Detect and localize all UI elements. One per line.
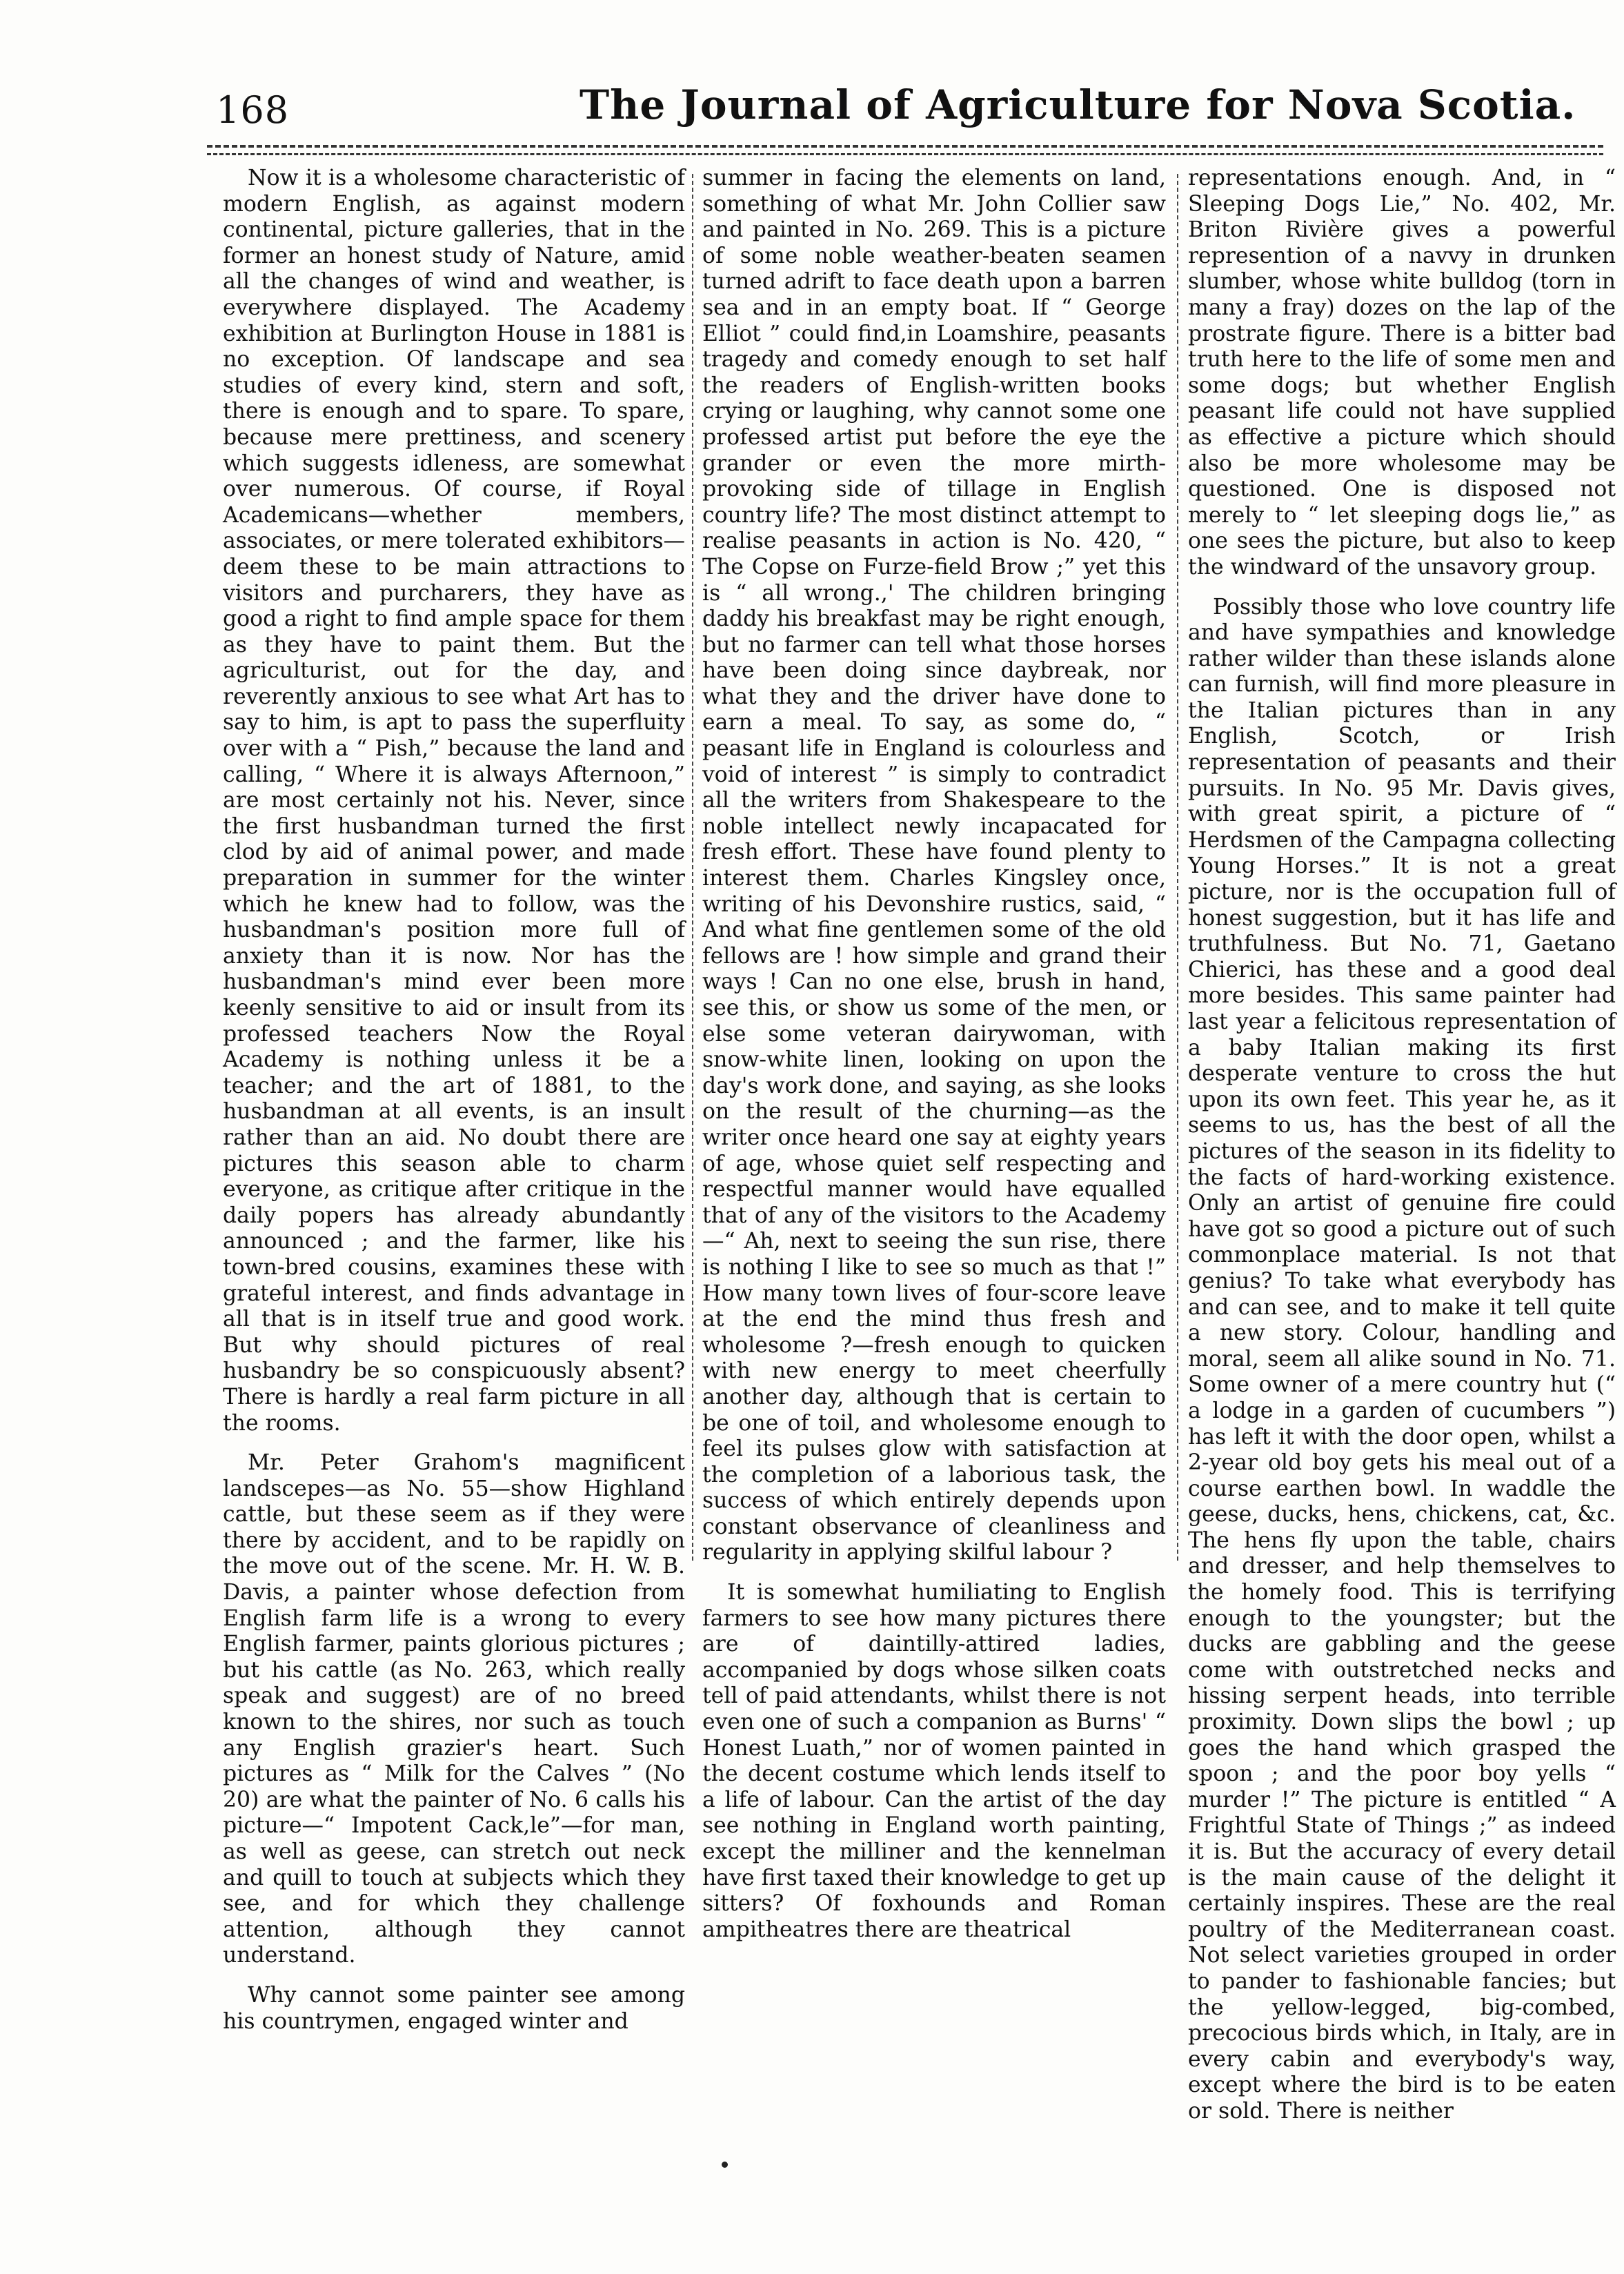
column-divider bbox=[1177, 174, 1178, 1561]
text-column-2 bbox=[702, 166, 1166, 1942]
ink-speck bbox=[722, 2162, 728, 2168]
running-title: The Journal of Agriculture for Nova Scotia. bbox=[580, 81, 1576, 128]
paragraph: Possibly those who love country life and have sympathies and knowledge rather wilder than these islands alone can furnish, will find more pleasure in the Italian pictures than in any English, Scotch, or Irish representation of peasants and their pursuits. In No. 95 Mr. Davis gives, with great spirit, a picture of “ Herdsmen of the Campagna collecting Young Horses.” It is not a great picture, nor is the occupation full of honest suggestion, but it has life and truthfulness. But No. 71, Gaetano Chierici, has these and a good deal more besides. This same painter had last year a felicitous representation of a baby Italian making its first desperate venture to cross the hut upon its own feet. This year he, as it seems to us, has the best of all the pictures of the season in its fidelity to the facts of hard-working existence. Only an artist of genuine fire could have got so good a picture out of such commonplace material. Is not that genius? To take what everybody has and can see, and to make it tell quite a new story. Colour, handling and moral, seem all alike sound in No. 71. Some owner of a mere country hut (“ a lodge in a garden of cucumbers ”) has left it with the door open, whilst a 2-year old boy gets his meal out of a course earthen bowl. In waddle the geese, ducks, hens, chickens, cat, &c. The hens fly upon the table, chairs and dresser, and help themselves to the homely food. This is terrifying enough to the youngster; but the ducks are gabbling and the geese come with outstretched necks and hissing serpent heads, into terrible proximity. Down slips the bowl ; up goes the hand which grasped the spoon ; and the poor boy yells “ murder !” The picture is entitled “ A Frightful State of Things ;” as indeed it is. But the accuracy of every detail is the main cause of the delight it certainly inspires. These are the real poultry of the Mediterranean coast. Not select varieties grouped in order to pander to fashionable fancies; but the yellow-legged, big-combed, precocious birds which, in Italy, are in every cabin and everybody's way, except where the bird is to be eaten or sold. There is neither bbox=[1188, 594, 1616, 2124]
page-number: 168 bbox=[216, 88, 290, 132]
paragraph: Mr. Peter Grahom's magnificent landscepes—as No. 55—show Highland cattle, but these seem as if they were there by accident, and to be rapidly on the move out of the scene. Mr. H. W. B. Davis, a painter whose defection from English farm life is a wrong to every English farmer, paints glorious pictures ; but his cattle (as No. 263, which really speak and suggest) are of no breed known to the shires, nor such as touch any English grazier's heart. Such pictures as “ Milk for the Calves ” (No 20) are what the painter of No. 6 calls his picture—“ Impotent Cack,le”—for man, as well as geese, can stretch out neck and quill to touch at subjects which they see, and for which they challenge attention, although they cannot understand. bbox=[223, 1450, 685, 1968]
paragraph: representations enough. And, in “ Sleeping Dogs Lie,” No. 402, Mr. Briton Rivière gives a powerful represention of a navvy in drunken slumber, whose white bulldog (torn in many a fray) dozes on the lap of the prostrate figure. There is a bitter bad truth here to the life of some men and some dogs; but whether English peasant life could not have supplied as effective a picture which should also be more wholesome may be questioned. One is disposed not merely to “ let sleeping dogs lie,” as one sees the picture, but also to keep the windward of the unsavory group. bbox=[1188, 166, 1616, 580]
header-rule bbox=[207, 145, 1603, 148]
paragraph: Now it is a wholesome characteristic of modern English, as against modern continental, picture galleries, that in the former an honest study of Nature, amid all the changes of wind and weather, is everywhere displayed. The Academy exhibition at Burlington House in 1881 is no exception. Of landscape and sea studies of every kind, stern and soft, there is enough and to spare. To spare, because mere prettiness, and scenery which suggests idleness, are somewhat over numerous. Of course, if Royal Academicans—whether members, associates, or mere tolerated exhibitors—deem these to be main attractions to visitors and purcharers, they have as good a right to find ample space for them as they have to paint them. But the agriculturist, out for the day, and reverently anxious to see what Art has to say to him, is apt to pass the superfluity over with a “ Pish,” because the land and calling, “ Where it is always Afternoon,” are most certainly not his. Never, since the first husbandman turned the first clod by aid of animal power, and made preparation in summer for the winter which he knew had to follow, was the husbandman's position more full of anxiety than it is now. Nor has the husbandman's mind ever been more keenly sensitive to aid or insult from its professed teachers Now the Royal Academy is nothing unless it be a teacher; and the art of 1881, to the husbandman at all events, is an insult rather than an aid. No doubt there are pictures this season able to charm everyone, as critique after critique in the daily popers has already abundantly announced ; and the farmer, like his town-bred cousins, examines these with grateful interest, and finds advantage in all that is in itself true and good work. But why should pictures of real husbandry be so conspicuously absent? There is hardly a real farm picture in all the rooms. bbox=[223, 166, 685, 1436]
header-rule-secondary bbox=[207, 153, 1603, 155]
text-column-3 bbox=[1188, 166, 1616, 2124]
paragraph: summer in facing the elements on land, something of what Mr. John Collier saw and painted in No. 269. This is a picture of some noble weather-beaten seamen turned adrift to face death upon a barren sea and in an empty boat. If “ George Elliot ” could find,in Loamshire, peasants tragedy and comedy enough to set half the readers of English-written books crying or laughing, why cannot some one professed artist put before the eye the grander or even the more mirth-provoking side of tillage in English country life? The most distinct attempt to realise peasants in action is No. 420, “ The Copse on Furze-field Brow ;” yet this is “ all wrong.,' The children bringing daddy his breakfast may be right enough, but no farmer can tell what those horses have been doing since daybreak, nor what they and the driver have done to earn a meal. To say, as some do, “ peasant life in England is colourless and void of interest ” is simply to contradict all the writers from Shakespeare to the noble intellect newly incapacated for fresh effort. These have found plenty to interest them. Charles Kingsley once, writing of his Devonshire rustics, said, “ And what fine gentlemen some of the old fellows are ! how simple and grand their ways ! Can no one else, brush in hand, see this, or show us some of the men, or else some veteran dairywoman, with snow-white linen, looking on upon the day's work done, and saying, as she looks on the result of the churning—as the writer once heard one say at eighty years of age, whose quiet self respecting and respectful manner would have equalled that of any of the visitors to the Academy—“ Ah, next to seeing the sun rise, there is nothing I like to see so much as that !” How many town lives of four-score leave at the end the mind thus fresh and wholesome ?—fresh enough to quicken with new energy to meet cheerfully another day, although that is certain to be one of toil, and wholesome enough to feel its pulses glow with satisfaction at the completion of a laborious task, the success of which entirely depends upon constant observance of cleanliness and regularity in applying skilful labour ? bbox=[702, 166, 1166, 1565]
column-divider bbox=[692, 174, 693, 1561]
paragraph: It is somewhat humiliating to English farmers to see how many pictures there are of daintilly-attired ladies, accompanied by dogs whose silken coats tell of paid attendants, whilst there is not even one of such a companion as Burns' “ Honest Luath,” nor of women painted in the decent costume which lends itself to a life of labour. Can the artist of the day see nothing in England worth painting, except the milliner and the kennelman have first taxed their knowledge to get up sitters? Of foxhounds and Roman ampitheatres there are theatrical bbox=[702, 1580, 1166, 1942]
paragraph: Why cannot some painter see among his countrymen, engaged winter and bbox=[223, 1982, 685, 2034]
text-column-1 bbox=[223, 166, 685, 2034]
